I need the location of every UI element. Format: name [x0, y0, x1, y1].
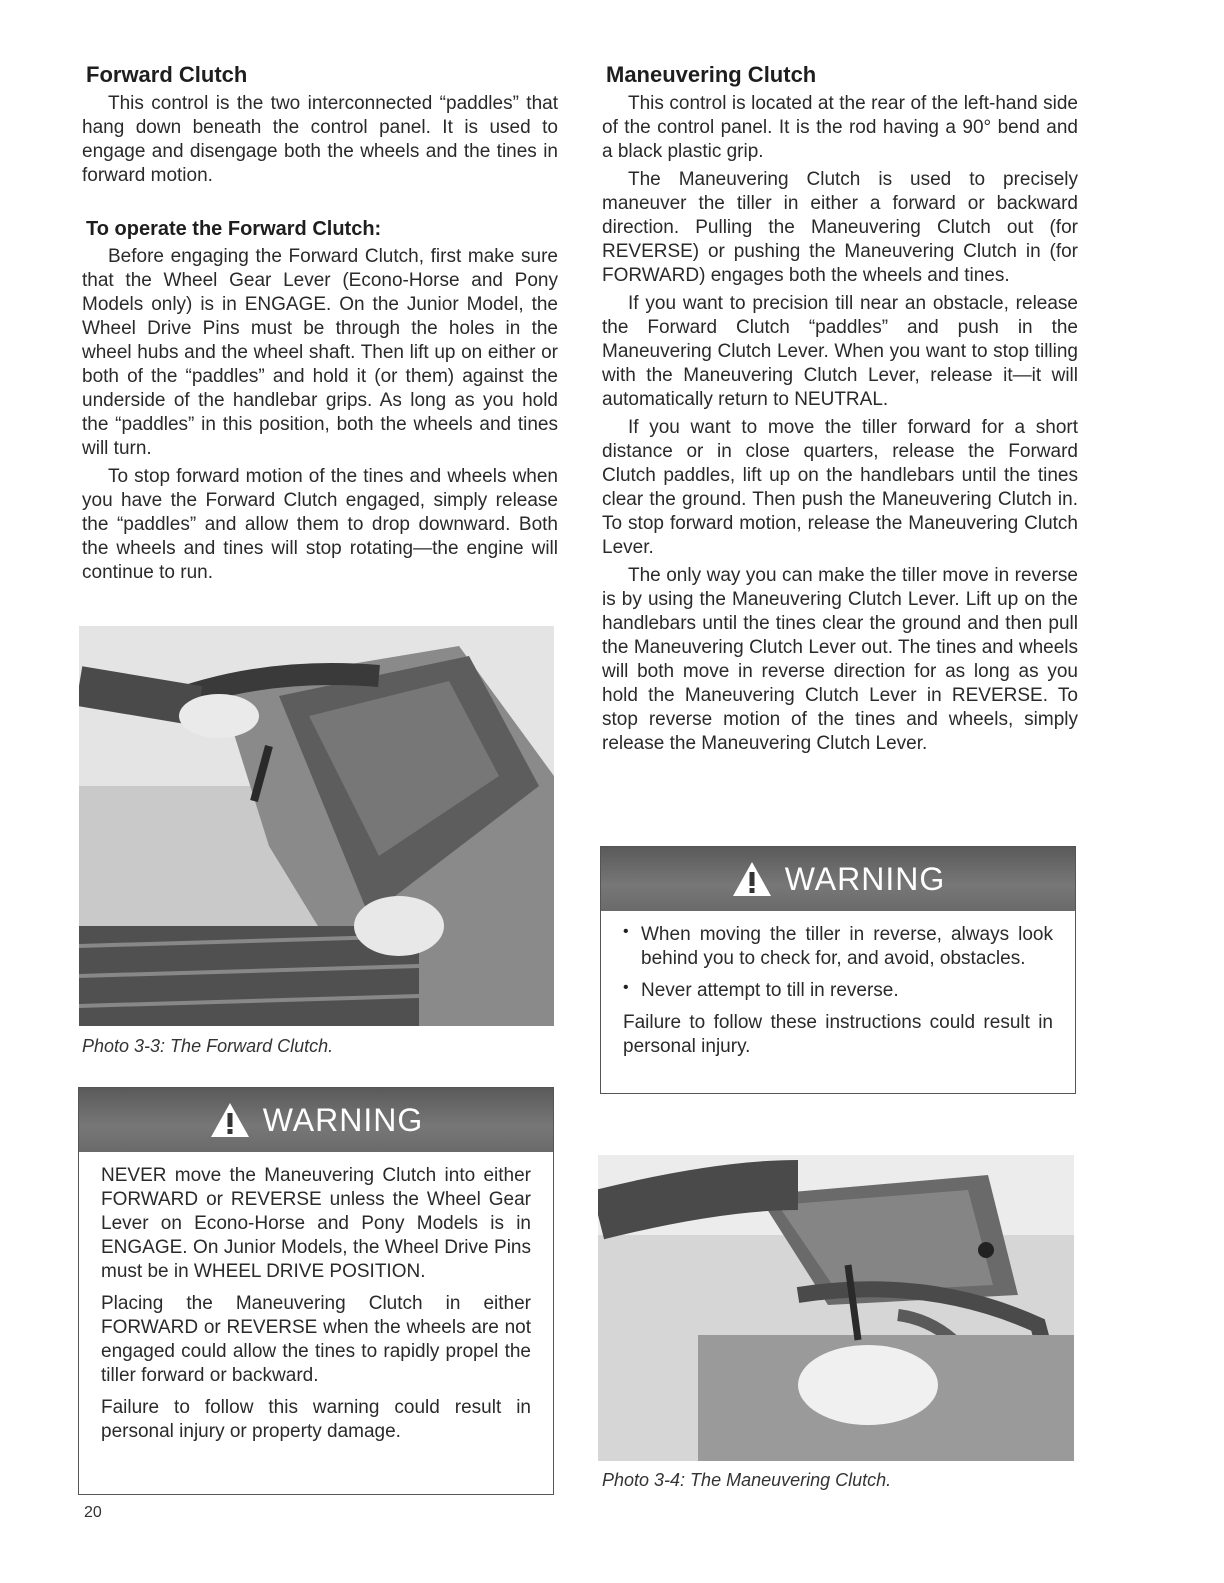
maneuvering-clutch-illustration: [598, 1155, 1074, 1461]
warning-triangle-icon: [209, 1101, 251, 1139]
left-warning-para-3: Failure to follow this warning could result in personal injury or property damage.: [101, 1397, 531, 1442]
right-warning-title: WARNING: [784, 860, 946, 897]
forward-clutch-intro: This control is the two interconnected “paddles” that hang down beneath the control panel. It is used to engage and disengage both the wheels and the tines in forward motion.: [82, 93, 558, 186]
forward-clutch-para-1: Before engaging the Forward Clutch, first make sure that the Wheel Gear Lever (Econo-Horse and Pony Models only) is in ENGAGE. On the Junior Model, the Wheel Drive Pins must be through the holes in the wheel hubs and the wheel shaft. Then lift up on either or both of the “paddles” and hold it (or them) against the underside of the handlebar grips. As long as you hold the “paddles” in this position, both the wheels and tines will turn.: [82, 246, 558, 459]
left-column: [82, 62, 558, 589]
right-warning-bullet-2: • Never attempt to till in reverse.: [623, 979, 899, 1001]
left-warning-para-1: NEVER move the Maneuvering Clutch into either FORWARD or REVERSE unless the Wheel Gear Lever on Econo-Horse and Pony Models is in ENGAGE. On Junior Models, the Wheel Drive Pins must be in WHEEL DRIVE POSITION.: [101, 1165, 531, 1282]
page-number: 20: [84, 1504, 102, 1521]
right-warning-header: [601, 847, 1075, 911]
warning-triangle-icon: [731, 860, 773, 898]
right-warning-bullet-1: • When moving the tiller in reverse, always look behind you to check for, and avoid, obstacles.: [623, 923, 1053, 969]
forward-clutch-para-2: To stop forward motion of the tines and wheels when you have the Forward Clutch engaged, simply release the “paddles” and allow them to drop downward. Both the wheels and tines will stop rotating—the engine will continue to run.: [82, 466, 558, 583]
forward-clutch-illustration: [79, 626, 554, 1026]
left-warning-para-2: Placing the Maneuvering Clutch in either FORWARD or REVERSE when the wheels are not engaged could allow the tines to rapidly propel the tiller forward or backward.: [101, 1293, 531, 1386]
forward-clutch-photo-caption: Photo 3-3: The Forward Clutch.: [82, 1036, 334, 1056]
operate-forward-clutch-subheading: To operate the Forward Clutch:: [86, 218, 382, 240]
maneuvering-clutch-photo-caption: Photo 3-4: The Maneuvering Clutch.: [602, 1470, 892, 1490]
maneuvering-clutch-para-4: If you want to move the tiller forward for a short distance or in close quarters, release the Forward Clutch paddles, lift up on the handlebars until the tines clear the ground. Then push the Maneuvering Clutch in. To stop forward motion, release the Maneuvering Clutch Lever.: [602, 417, 1078, 558]
right-column: [602, 62, 1078, 760]
maneuvering-clutch-para-1: This control is located at the rear of the left-hand side of the control panel. It is the rod having a 90° bend and a black plastic grip.: [602, 93, 1078, 162]
left-warning-header: [79, 1088, 553, 1152]
maneuvering-clutch-photo: [598, 1155, 1074, 1461]
maneuvering-clutch-para-2: The Maneuvering Clutch is used to precisely maneuver the tiller in either a forward or backward direction. Pulling the Maneuvering Clutch out (for REVERSE) or pushing the Maneuvering Clutch in (for FORWARD) engages both the wheels and tines.: [602, 169, 1078, 286]
forward-clutch-photo: [79, 626, 554, 1026]
left-warning-box: [78, 1087, 554, 1495]
maneuvering-clutch-heading: Maneuvering Clutch: [606, 62, 817, 87]
forward-clutch-heading: Forward Clutch: [86, 62, 248, 87]
right-warning-box: [600, 846, 1076, 1094]
maneuvering-clutch-para-3: If you want to precision till near an obstacle, release the Forward Clutch “paddles” and push in the Maneuvering Clutch Lever. When you want to stop tilling with the Maneuvering Clutch Lever, release it—it will automatically return to NEUTRAL.: [602, 293, 1078, 410]
maneuvering-clutch-para-5: The only way you can make the tiller move in reverse is by using the Maneuvering Clutch Lever. Lift up on the handlebars until the tines clear the ground and then pull the Maneuvering Clutch Lever out. The tines and wheels will both move in reverse direction for as long as you hold the Maneuvering Clutch Lever in REVERSE. To stop reverse motion of the tines and wheels, simply release the Maneuvering Clutch Lever.: [602, 565, 1078, 754]
left-warning-title: WARNING: [262, 1101, 424, 1138]
right-warning-para: Failure to follow these instructions could result in personal injury.: [623, 1012, 1053, 1057]
